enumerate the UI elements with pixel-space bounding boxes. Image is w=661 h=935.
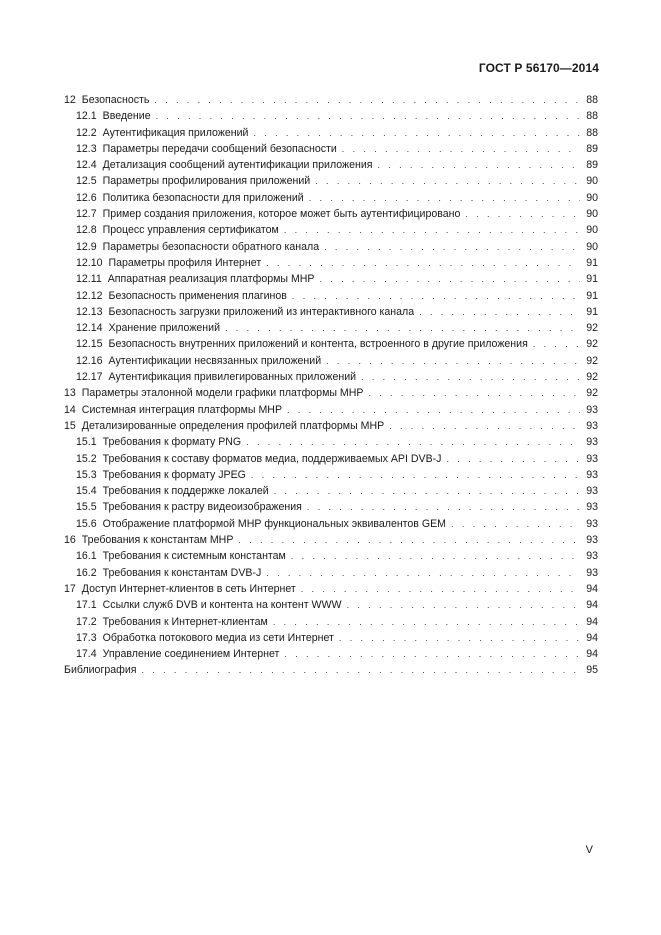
- toc-dot-leader: [339, 630, 580, 646]
- toc-entry-title: [76, 173, 315, 189]
- toc-entry-number: 12.9: [76, 240, 97, 253]
- toc-entry-page: 89: [586, 159, 598, 172]
- toc-entry-title: [64, 92, 154, 108]
- toc-dot-leader: [225, 320, 580, 336]
- toc-entry-number: 12.14: [76, 322, 103, 335]
- toc-entry[interactable]: [64, 369, 598, 385]
- toc-entry-text: Политика безопасности для приложений: [102, 191, 304, 204]
- toc-entry-page: 93: [586, 436, 598, 449]
- toc-entry-text: Библиография: [64, 664, 137, 677]
- toc-entry-title: [76, 353, 326, 369]
- toc-entry-page: 91: [586, 305, 598, 318]
- toc-dot-leader: [141, 662, 580, 678]
- toc-dot-leader: [320, 271, 581, 287]
- toc-entry[interactable]: [64, 548, 598, 564]
- toc-entry-title: [76, 336, 533, 352]
- toc-entry[interactable]: [64, 516, 598, 532]
- toc-dot-leader: [389, 418, 580, 434]
- toc-entry-title: [76, 190, 309, 206]
- toc-entry[interactable]: [64, 222, 598, 238]
- toc-entry-title: [76, 288, 292, 304]
- toc-dot-leader: [266, 565, 580, 581]
- toc-entry-text: Требования к константам DVB-J: [102, 566, 262, 579]
- toc-entry-page: 94: [586, 631, 598, 644]
- table-of-contents: [64, 92, 598, 679]
- toc-entry-title: [76, 646, 284, 662]
- toc-entry[interactable]: [64, 190, 598, 206]
- toc-entry-title: [64, 581, 301, 597]
- toc-dot-leader: [284, 222, 580, 238]
- toc-entry-title: [76, 222, 284, 238]
- toc-entry-page: 91: [586, 273, 598, 286]
- toc-dot-leader: [347, 597, 580, 613]
- toc-entry-title: [76, 548, 291, 564]
- toc-entry-number: 12.11: [76, 273, 102, 286]
- toc-entry[interactable]: [64, 92, 598, 108]
- toc-entry[interactable]: [64, 173, 598, 189]
- toc-dot-leader: [342, 141, 580, 157]
- toc-entry-text: Аутентификации несвязанных приложений: [108, 354, 322, 367]
- toc-entry-number: 15.1: [76, 436, 97, 449]
- toc-entry-text: Требования к формату PNG: [102, 436, 242, 449]
- toc-entry-text: Параметры профиля Интернет: [108, 256, 262, 269]
- toc-entry-number: 12.7: [76, 208, 97, 221]
- toc-entry-title: [76, 614, 273, 630]
- toc-entry-number: 15: [64, 419, 76, 432]
- toc-dot-leader: [266, 255, 580, 271]
- toc-entry-number: 12.8: [76, 224, 97, 237]
- toc-entry-text: Параметры безопасности обратного канала: [102, 240, 320, 253]
- toc-entry-text: Требования к константам МНР: [81, 534, 234, 547]
- toc-entry[interactable]: [64, 630, 598, 646]
- toc-entry-title: [76, 320, 225, 336]
- toc-entry-page: 91: [586, 289, 598, 302]
- toc-entry-number: 17.3: [76, 631, 97, 644]
- toc-entry[interactable]: [64, 467, 598, 483]
- toc-entry[interactable]: [64, 125, 598, 141]
- toc-entry-page: 90: [586, 191, 598, 204]
- toc-entry-number: 15.4: [76, 485, 97, 498]
- toc-entry-number: 12.10: [76, 256, 103, 269]
- toc-entry-number: 12.16: [76, 354, 103, 367]
- toc-entry-text: Отображение платформой МНР функциональных эквивалентов GEM: [102, 517, 447, 530]
- toc-entry[interactable]: [64, 271, 598, 287]
- toc-entry-title: [64, 532, 238, 548]
- toc-entry-page: 93: [586, 517, 598, 530]
- toc-dot-leader: [246, 434, 580, 450]
- toc-entry-number: 12.13: [76, 305, 103, 318]
- toc-entry-number: 17.1: [76, 599, 97, 612]
- toc-entry-page: 94: [586, 615, 598, 628]
- toc-dot-leader: [315, 173, 580, 189]
- toc-entry-page: 94: [586, 648, 598, 661]
- toc-entry[interactable]: [64, 304, 598, 320]
- toc-entry-title: [76, 271, 320, 287]
- toc-entry-number: 12.5: [76, 175, 97, 188]
- page-number: V: [585, 844, 593, 856]
- toc-entry[interactable]: [64, 532, 598, 548]
- toc-entry-text: Детализация сообщений аутентификации приложения: [102, 159, 373, 172]
- toc-entry-page: 93: [586, 419, 598, 432]
- toc-entry-text: Требования к системным константам: [102, 550, 286, 563]
- toc-entry[interactable]: [64, 353, 598, 369]
- toc-dot-leader: [301, 581, 580, 597]
- toc-entry[interactable]: [64, 320, 598, 336]
- toc-entry-text: Требования к формату JPEG: [102, 468, 246, 481]
- toc-entry-number: 16.1: [76, 550, 97, 563]
- toc-entry[interactable]: [64, 451, 598, 467]
- toc-entry-page: 91: [586, 256, 598, 269]
- toc-entry-page: 93: [586, 550, 598, 563]
- toc-entry-number: 15.2: [76, 452, 97, 465]
- toc-entry[interactable]: [64, 141, 598, 157]
- toc-entry-text: Хранение приложений: [108, 322, 220, 335]
- toc-entry-title: [64, 418, 389, 434]
- toc-entry-number: 17: [64, 582, 76, 595]
- toc-entry[interactable]: [64, 499, 598, 515]
- toc-entry-text: Требования к растру видеоизображения: [102, 501, 302, 514]
- toc-entry[interactable]: [64, 108, 598, 124]
- toc-dot-leader: [378, 157, 580, 173]
- toc-entry-page: 92: [586, 354, 598, 367]
- toc-entry-number: 15.5: [76, 501, 97, 514]
- toc-entry[interactable]: [64, 614, 598, 630]
- toc-entry[interactable]: [64, 662, 598, 678]
- toc-entry-title: [64, 385, 368, 401]
- toc-dot-leader: [368, 385, 580, 401]
- toc-entry-number: 12.4: [76, 159, 97, 172]
- toc-entry-number: 12.12: [76, 289, 103, 302]
- toc-entry-text: Безопасность загрузки приложений из интерактивного канала: [108, 305, 415, 318]
- toc-entry-text: Обработка потокового медиа из сети Интернет: [102, 631, 334, 644]
- toc-entry-page: 93: [586, 566, 598, 579]
- toc-dot-leader: [284, 646, 580, 662]
- toc-entry[interactable]: [64, 597, 598, 613]
- toc-entry-title: [76, 499, 307, 515]
- toc-dot-leader: [291, 548, 580, 564]
- toc-entry-number: 16: [64, 534, 76, 547]
- toc-entry-title: [76, 141, 342, 157]
- toc-entry-page: 92: [586, 322, 598, 335]
- toc-entry-title: [76, 467, 251, 483]
- toc-dot-leader: [324, 239, 580, 255]
- toc-dot-leader: [253, 125, 580, 141]
- toc-entry-text: Аутентификация приложений: [102, 126, 249, 139]
- toc-dot-leader: [273, 614, 580, 630]
- toc-entry-number: 12: [64, 94, 76, 106]
- toc-entry[interactable]: [64, 418, 598, 434]
- toc-entry-text: Аппаратная реализация платформы МНР: [107, 273, 315, 286]
- toc-dot-leader: [154, 92, 580, 108]
- toc-dot-leader: [156, 108, 580, 124]
- toc-entry-text: Детализированные определения профилей платформы МНР: [81, 419, 385, 432]
- toc-entry-number: 12.6: [76, 191, 97, 204]
- toc-entry-page: 90: [586, 208, 598, 221]
- toc-entry-text: Параметры профилирования приложений: [102, 175, 311, 188]
- toc-entry-number: 12.17: [76, 371, 103, 384]
- toc-entry[interactable]: [64, 581, 598, 597]
- toc-dot-leader: [292, 288, 580, 304]
- toc-entry-page: 88: [586, 110, 598, 123]
- toc-entry-text: Системная интеграция платформы МНР: [81, 403, 283, 416]
- toc-entry-page: 93: [586, 534, 598, 547]
- toc-entry[interactable]: [64, 434, 598, 450]
- toc-entry-number: 13: [64, 387, 76, 400]
- toc-entry-page: 93: [586, 403, 598, 416]
- toc-entry[interactable]: [64, 288, 598, 304]
- toc-entry-text: Ссылки служб DVB и контента на контент WWW: [102, 599, 342, 612]
- toc-entry-page: 92: [586, 338, 598, 351]
- document-id: ГОСТ Р 56170—2014: [478, 61, 599, 75]
- toc-entry-number: 12.3: [76, 142, 97, 155]
- toc-entry[interactable]: [64, 402, 598, 418]
- toc-entry-number: 15.3: [76, 468, 97, 481]
- toc-dot-leader: [451, 516, 580, 532]
- toc-entry-text: Процесс управления сертификатом: [102, 224, 279, 237]
- toc-entry-title: [76, 451, 446, 467]
- toc-entry-number: 12.1: [76, 110, 97, 123]
- toc-dot-leader: [238, 532, 580, 548]
- toc-entry-text: Безопасность: [81, 94, 150, 106]
- toc-entry-title: [76, 304, 419, 320]
- toc-entry[interactable]: [64, 255, 598, 271]
- toc-entry-page: 94: [586, 599, 598, 612]
- toc-entry-page: 88: [586, 126, 598, 139]
- toc-entry-title: [76, 239, 324, 255]
- toc-dot-leader: [307, 499, 580, 515]
- toc-entry-text: Требования к составу форматов медиа, поддерживаемых API DVB-J: [102, 452, 442, 465]
- toc-entry[interactable]: [64, 336, 598, 352]
- toc-dot-leader: [361, 369, 580, 385]
- toc-dot-leader: [274, 483, 580, 499]
- toc-entry-page: 88: [586, 94, 598, 106]
- toc-entry-title: [76, 157, 378, 173]
- toc-entry[interactable]: [64, 565, 598, 581]
- toc-entry-page: 95: [586, 664, 598, 677]
- toc-entry[interactable]: [64, 385, 598, 401]
- toc-entry[interactable]: [64, 206, 598, 222]
- toc-entry-title: [76, 630, 339, 646]
- toc-dot-leader: [419, 304, 580, 320]
- toc-entry-text: Управление соединением Интернет: [102, 648, 280, 661]
- toc-entry-text: Доступ Интернет-клиентов в сеть Интернет: [81, 582, 296, 595]
- toc-entry-page: 94: [586, 582, 598, 595]
- toc-entry-page: 90: [586, 240, 598, 253]
- toc-entry-title: [76, 483, 274, 499]
- toc-entry-text: Пример создания приложения, которое может быть аутентифицировано: [102, 208, 461, 221]
- toc-entry-number: 17.2: [76, 615, 97, 628]
- toc-dot-leader: [251, 467, 580, 483]
- toc-entry-title: [76, 108, 156, 124]
- toc-dot-leader: [446, 451, 580, 467]
- toc-entry-title: [76, 597, 347, 613]
- toc-entry-number: 15.6: [76, 517, 97, 530]
- toc-entry[interactable]: [64, 239, 598, 255]
- toc-dot-leader: [326, 353, 580, 369]
- toc-entry-page: 90: [586, 175, 598, 188]
- toc-entry-title: [76, 125, 253, 141]
- toc-entry-number: 14: [64, 403, 76, 416]
- toc-entry-text: Параметры передачи сообщений безопасности: [102, 142, 337, 155]
- toc-entry-page: 93: [586, 452, 598, 465]
- toc-dot-leader: [309, 190, 580, 206]
- toc-entry-text: Введение: [102, 110, 151, 123]
- toc-entry-title: [76, 206, 465, 222]
- toc-entry-page: 93: [586, 485, 598, 498]
- toc-entry-title: [64, 402, 287, 418]
- toc-entry-number: 12.2: [76, 126, 97, 139]
- toc-entry-number: 17.4: [76, 648, 97, 661]
- toc-entry-page: 92: [586, 387, 598, 400]
- toc-entry-text: Безопасность применения плагинов: [108, 289, 287, 302]
- toc-entry-title: [76, 255, 266, 271]
- toc-entry-title: [76, 516, 451, 532]
- toc-entry-page: 93: [586, 468, 598, 481]
- toc-entry-title: [76, 565, 266, 581]
- toc-entry-text: Требования к поддержке локалей: [102, 485, 269, 498]
- toc-entry-text: Аутентификация привилегированных приложений: [108, 371, 357, 384]
- toc-entry-title: [64, 662, 141, 678]
- toc-entry-page: 89: [586, 142, 598, 155]
- toc-entry-number: 12.15: [76, 338, 103, 351]
- toc-entry-page: 90: [586, 224, 598, 237]
- toc-entry-page: 93: [586, 501, 598, 514]
- toc-entry-title: [76, 369, 361, 385]
- toc-dot-leader: [533, 336, 580, 352]
- toc-entry-title: [76, 434, 246, 450]
- toc-entry-page: 92: [586, 371, 598, 384]
- toc-entry[interactable]: [64, 157, 598, 173]
- toc-entry-text: Требования к Интернет-клиентам: [102, 615, 268, 628]
- toc-entry-number: 16.2: [76, 566, 97, 579]
- toc-entry[interactable]: [64, 646, 598, 662]
- toc-entry-text: Параметры эталонной модели графики платформы МНР: [81, 387, 364, 400]
- toc-entry[interactable]: [64, 483, 598, 499]
- toc-entry-text: Безопасность внутренних приложений и контента, встроенного в другие приложения: [108, 338, 528, 351]
- toc-dot-leader: [287, 402, 580, 418]
- toc-dot-leader: [465, 206, 580, 222]
